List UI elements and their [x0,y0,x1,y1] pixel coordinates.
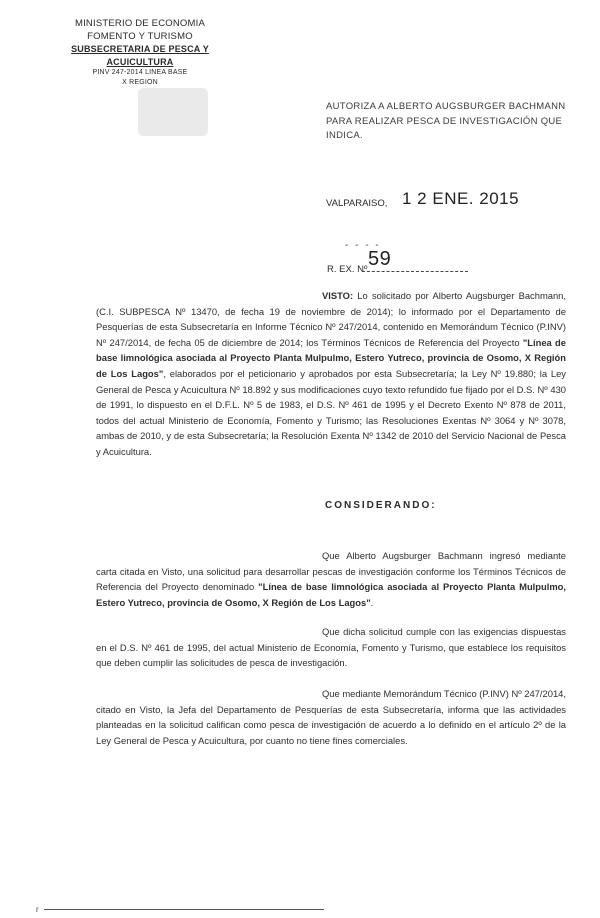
visto-label: VISTO: [322,290,354,301]
faded-stamp [138,88,208,136]
letterhead-reference: PINV 247-2014 LINEA BASE [92,69,188,76]
resolution-label: R. EX. Nº [327,264,368,275]
letterhead-ministry: MINISTERIO DE ECONOMIA [74,18,206,29]
visto-text-a: Lo solicitado por Alberto Augsburger Bachmann, (C.I. SUBPESCA Nº 13470, de fecha 19 de noviembre de 2014); lo informado por el Departamento de Pesquerías de esta Subsecretaría en Informe Técnico Nº 247/2014, contenido en Memorándum Técnico (P.INV) Nº 247/2014, de fecha 05 de diciembre de 2014; los Términos Técnicos de Referencia del Proyecto [96,290,566,348]
considerando-paragraph-2: Que dicha solicitud cumple con las exigencias dispuestas en el D.S. Nº 461 de 1995, del actual Ministerio de Economía, Fomento y Turismo, que establece los requisitos que deben cumplir las solicitudes de pesca de investigación. [96,626,566,669]
considerando-paragraph-1 [96,548,566,610]
considerando-p1-text-a: Que Alberto Augsburger Bachmann ingresó mediante carta citada en Visto, una solicitud para desarrollar pescas de investigación conforme los Términos Técnicos de Referencia del Proyecto denominado [96,550,566,593]
visto-text-b: , elaborados por el peticionario y aprobados por esta Subsecretaría; la Ley Nº 19.880; la Ley General de Pesca y Acuicultura Nº 18.892 y sus modificaciones cuyo texto refundido fue fijado por el D.S. Nº 430 de 1991, lo dispuesto en el D.F.L. Nº 5 de 1983, el D.S. Nº 461 de 1995 y el Decreto Exento Nº 878 de 2011, todos del actual Ministerio de Economía, Fomento y Turismo; las Resoluciones Exentas Nº 3064 y Nº 3078, ambas de 2010, y de esta Subsecretaría; la Resolución Exenta Nº 1342 de 2010 del Servicio Nacional de Pesca y Acuicultura. [96,367,566,457]
considerando-p1-text-b: . [370,596,374,608]
letterhead-region: X REGION [122,79,158,86]
considerando-heading: CONSIDERANDO: [325,500,437,511]
footer-mark: r [36,905,39,914]
resolution-number: 59 [362,248,468,272]
considerando-p1-project: "Línea de base limnológica asociada al Proyecto Planta Mulpulmo, Estero Yutreco, provincia de Osomo, X Región de Los Lagos" [96,581,566,608]
resolution-dashes: - - - - [345,240,381,251]
letterhead-subsecretaria: SUBSECRETARIA DE PESCA Y ACUICULTURA [71,44,209,67]
footer-rule [44,909,324,910]
letterhead [40,18,240,88]
document-date-stamp: 1 2 ENE. 2015 [402,189,520,208]
document-place: VALPARAISO, [326,198,388,209]
visto-project-name: "Línea de base limnológica asociada al Proyecto Planta Mulpulmo, Estero Yutreco, provincia de Osomo, X Región de Los Lagos" [96,336,566,379]
document-subject: AUTORIZA A ALBERTO AUGSBURGER BACHMANN PARA REALIZAR PESCA DE INVESTIGACIÓN QUE INDICA. [326,101,566,141]
considerando-paragraph-3: Que mediante Memorándum Técnico (P.INV) Nº 247/2014, citado en Visto, la Jefa del Departamento de Pesquerías de esta Subsecretaría, informa que las actividades planteadas en la solicitud califican como pesca de investigación de acuerdo a lo definido en el artículo 2º de la Ley General de Pesca y Acuicultura, por cuanto no tiene fines comerciales. [96,688,566,746]
letterhead-ministry-sub: FOMENTO Y TURISMO [87,30,193,42]
visto-paragraph [96,288,566,460]
